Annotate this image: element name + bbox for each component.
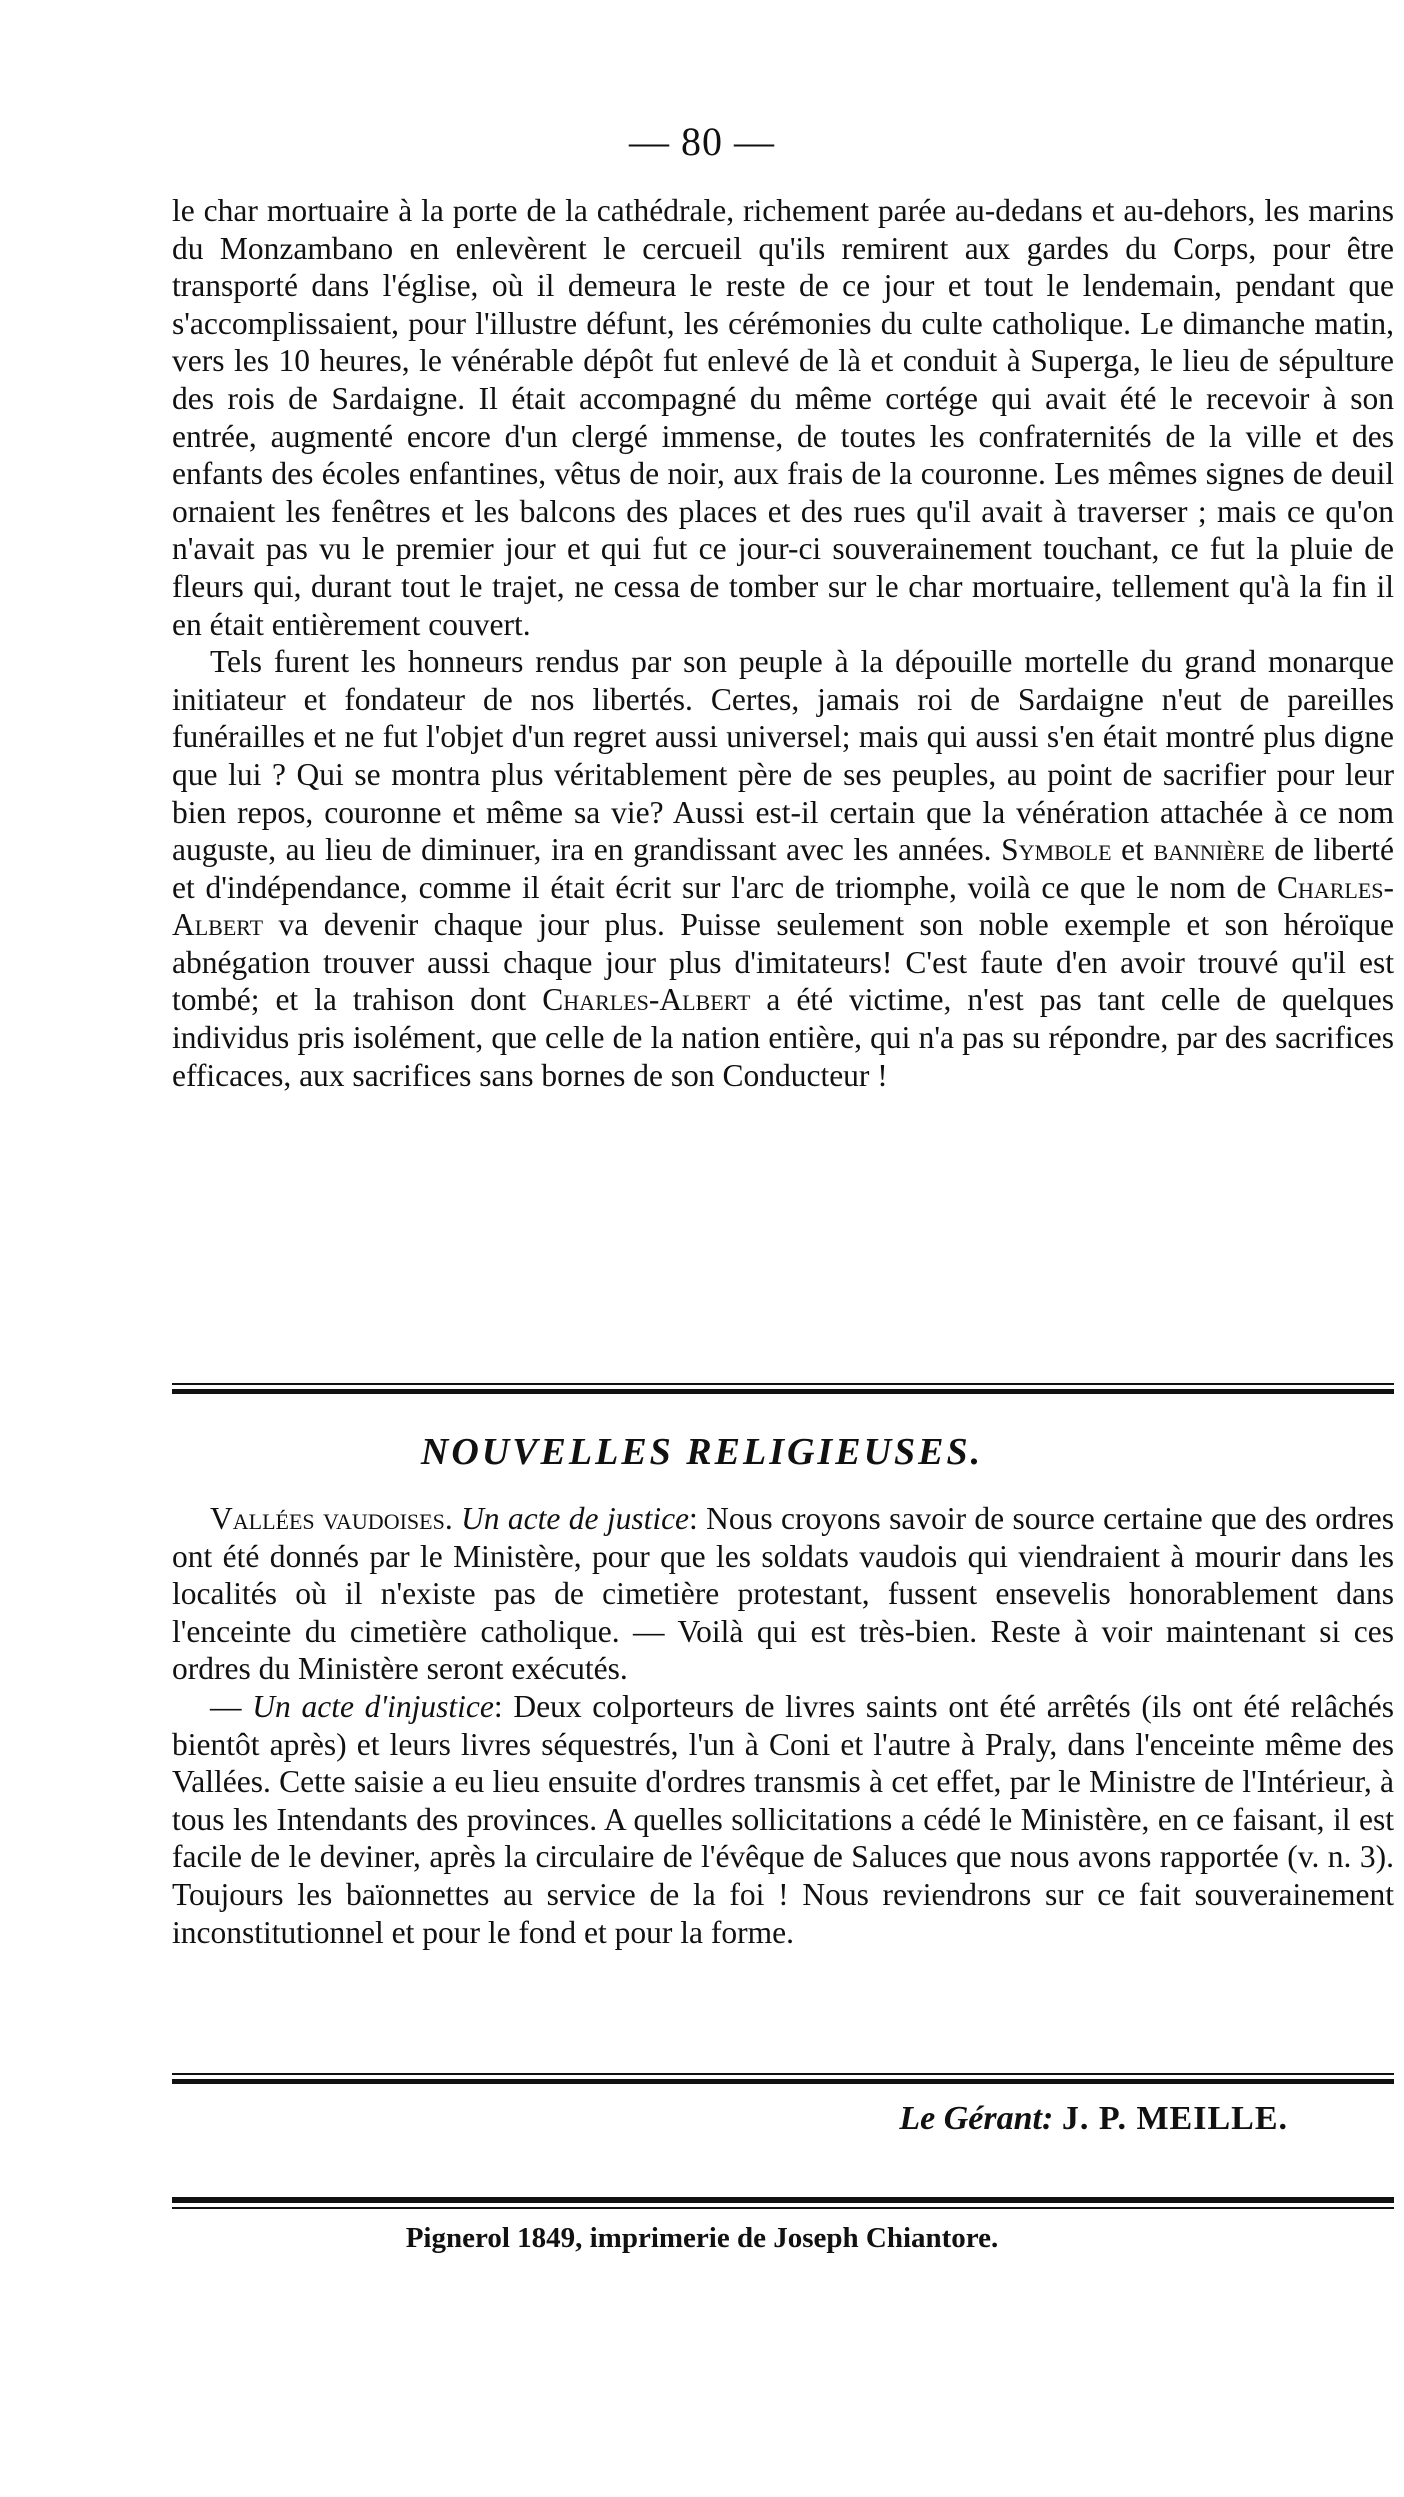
section-divider <box>172 1383 1394 1394</box>
signature-role: Le Gérant: <box>899 2100 1054 2137</box>
article-body <box>172 192 1394 1094</box>
news-justice-text: : Nous croyons savoir de source certaine que des ordres ont été donnés par le Ministère, pour que les soldats vaudois qui viendraient à mourir dans les localités où il n'existe pas de cimetière protestant, fussent ensevelis honorablement dans l'enceinte du cimetière catholique. — Voilà qui est très-bien. Reste à voir maintenant si ces ordres du Ministère seront exécutés. <box>172 1501 1395 1687</box>
printer-imprint: Pignerol 1849, imprimerie de Joseph Chiantore. <box>405 2222 999 2254</box>
news-item-justice <box>172 1500 1394 1688</box>
section-title: NOUVELLES RELIGIEUSES. <box>420 1431 984 1473</box>
news-heading-justice: Un acte de justice <box>461 1501 690 1536</box>
tribute-and: et <box>1111 832 1154 868</box>
news-dash: — <box>210 1688 253 1724</box>
small-caps-banniere: bannière <box>1153 832 1265 868</box>
page-number: — 80 — <box>629 119 775 164</box>
small-caps-charles-albert: Charles-Albert <box>172 869 1394 943</box>
small-caps-symbole: Symbole <box>1001 832 1112 868</box>
signature-divider <box>172 2073 1394 2084</box>
tribute-text-4: a été victime, n'est pas tant celle de quelques individus pris isolément, que celle de la nation entière, qui n'a pas su répondre, par des sacrifices efficaces, aux sacrifices sans bornes de son Conducteur ! <box>172 982 1394 1093</box>
small-caps-charles-albert-2: Charles-Albert <box>542 982 751 1018</box>
paragraph-tribute <box>172 643 1394 1094</box>
news-heading-injustice: Un acte d'injustice <box>252 1688 494 1724</box>
tribute-text-2: de liberté et d'indépendance, comme il était écrit sur l'arc de triomphe, voilà ce que le nom de <box>172 832 1395 905</box>
news-body <box>172 1500 1394 1951</box>
tribute-text-3: va devenir chaque jour plus. Puisse seulement son noble exemple et son héroïque abnégation trouver aussi chaque jour plus d'imitateurs! C'est faute d'en avoir trouvé qu'il est tombé; et la trahison dont <box>172 907 1394 1018</box>
paragraph-funeral: le char mortuaire à la porte de la cathédrale, richement parée au-dedans et au-dehors, les marins du Monzambano en enlevèrent le cercueil qu'ils remirent aux gardes du Corps, pour être transporté dans l'église, où il demeura le reste de ce jour et tout le lendemain, pendant que s'accomplissaient, pour l'illustre défunt, les cérémonies du culte catholique. Le dimanche matin, vers les 10 heures, le vénérable dépôt fut enlevé de là et conduit à Superga, le lieu de sépulture des rois de Sardaigne. Il était accompagné du même cortége qui avait été le recevoir à son entrée, augmenté encore d'un clergé immense, de toutes les confraternités de la ville et des enfants des écoles enfantines, vêtus de noir, aux frais de la couronne. Les mêmes signes de deuil ornaient les fenêtres et les balcons des places et des rues qu'il avait à traverser ; mais ce qu'on n'avait pas vu le premier jour et qui fut ce jour-ci souverainement touchant, ce fut la pluie de fleurs qui, durant tout le trajet, ne cessa de tomber sur le char mortuaire, tellement qu'à la fin il en était entièrement couvert. <box>172 193 1394 642</box>
news-injustice-text: : Deux colporteurs de livres saints ont été arrêtés (ils ont été relâchés bientôt après) et leurs livres séquestrés, l'un à Coni et l'autre à Praly, dans l'enceinte même des Vallées. Cette saisie a eu lieu ensuite d'ordres transmis à cet effet, par le Ministre de l'Intérieur, à tous les Intendants des provinces. A quelles sollicitations a cédé le Ministère, en ce faisant, il est facile de le deviner, après la circulaire de l'évêque de Saluces que nous avons rapportée (v. n. 3). Toujours les baïonnettes au service de la foi ! Nous reviendrons sur ce fait souverainement inconstitutionnel et pour le fond et pour la forme. <box>172 1688 1394 1950</box>
news-item-injustice <box>172 1688 1394 1951</box>
tribute-text-1: Tels furent les honneurs rendus par son peuple à la dépouille mortelle du grand monarque initiateur et fondateur de nos libertés. Certes, jamais roi de Sardaigne n'eut de pareilles funérailles et ne fut l'objet d'un regret aussi universel; mais qui aussi s'en était montré plus digne que lui ? Qui se montra plus véritablement père de ses peuples, au point de sacrifier pour leur bien repos, couronne et même sa vie? Aussi est-il certain que la vénération attachée à ce nom auguste, au lieu de diminuer, ira en grandissant avec les années. <box>172 644 1394 868</box>
imprint-divider <box>172 2197 1394 2209</box>
signature-line <box>172 2100 1288 2138</box>
news-lead-vallees: Vallées vaudoises. <box>210 1501 453 1536</box>
signature-name: J. P. MEILLE. <box>1061 2100 1288 2137</box>
